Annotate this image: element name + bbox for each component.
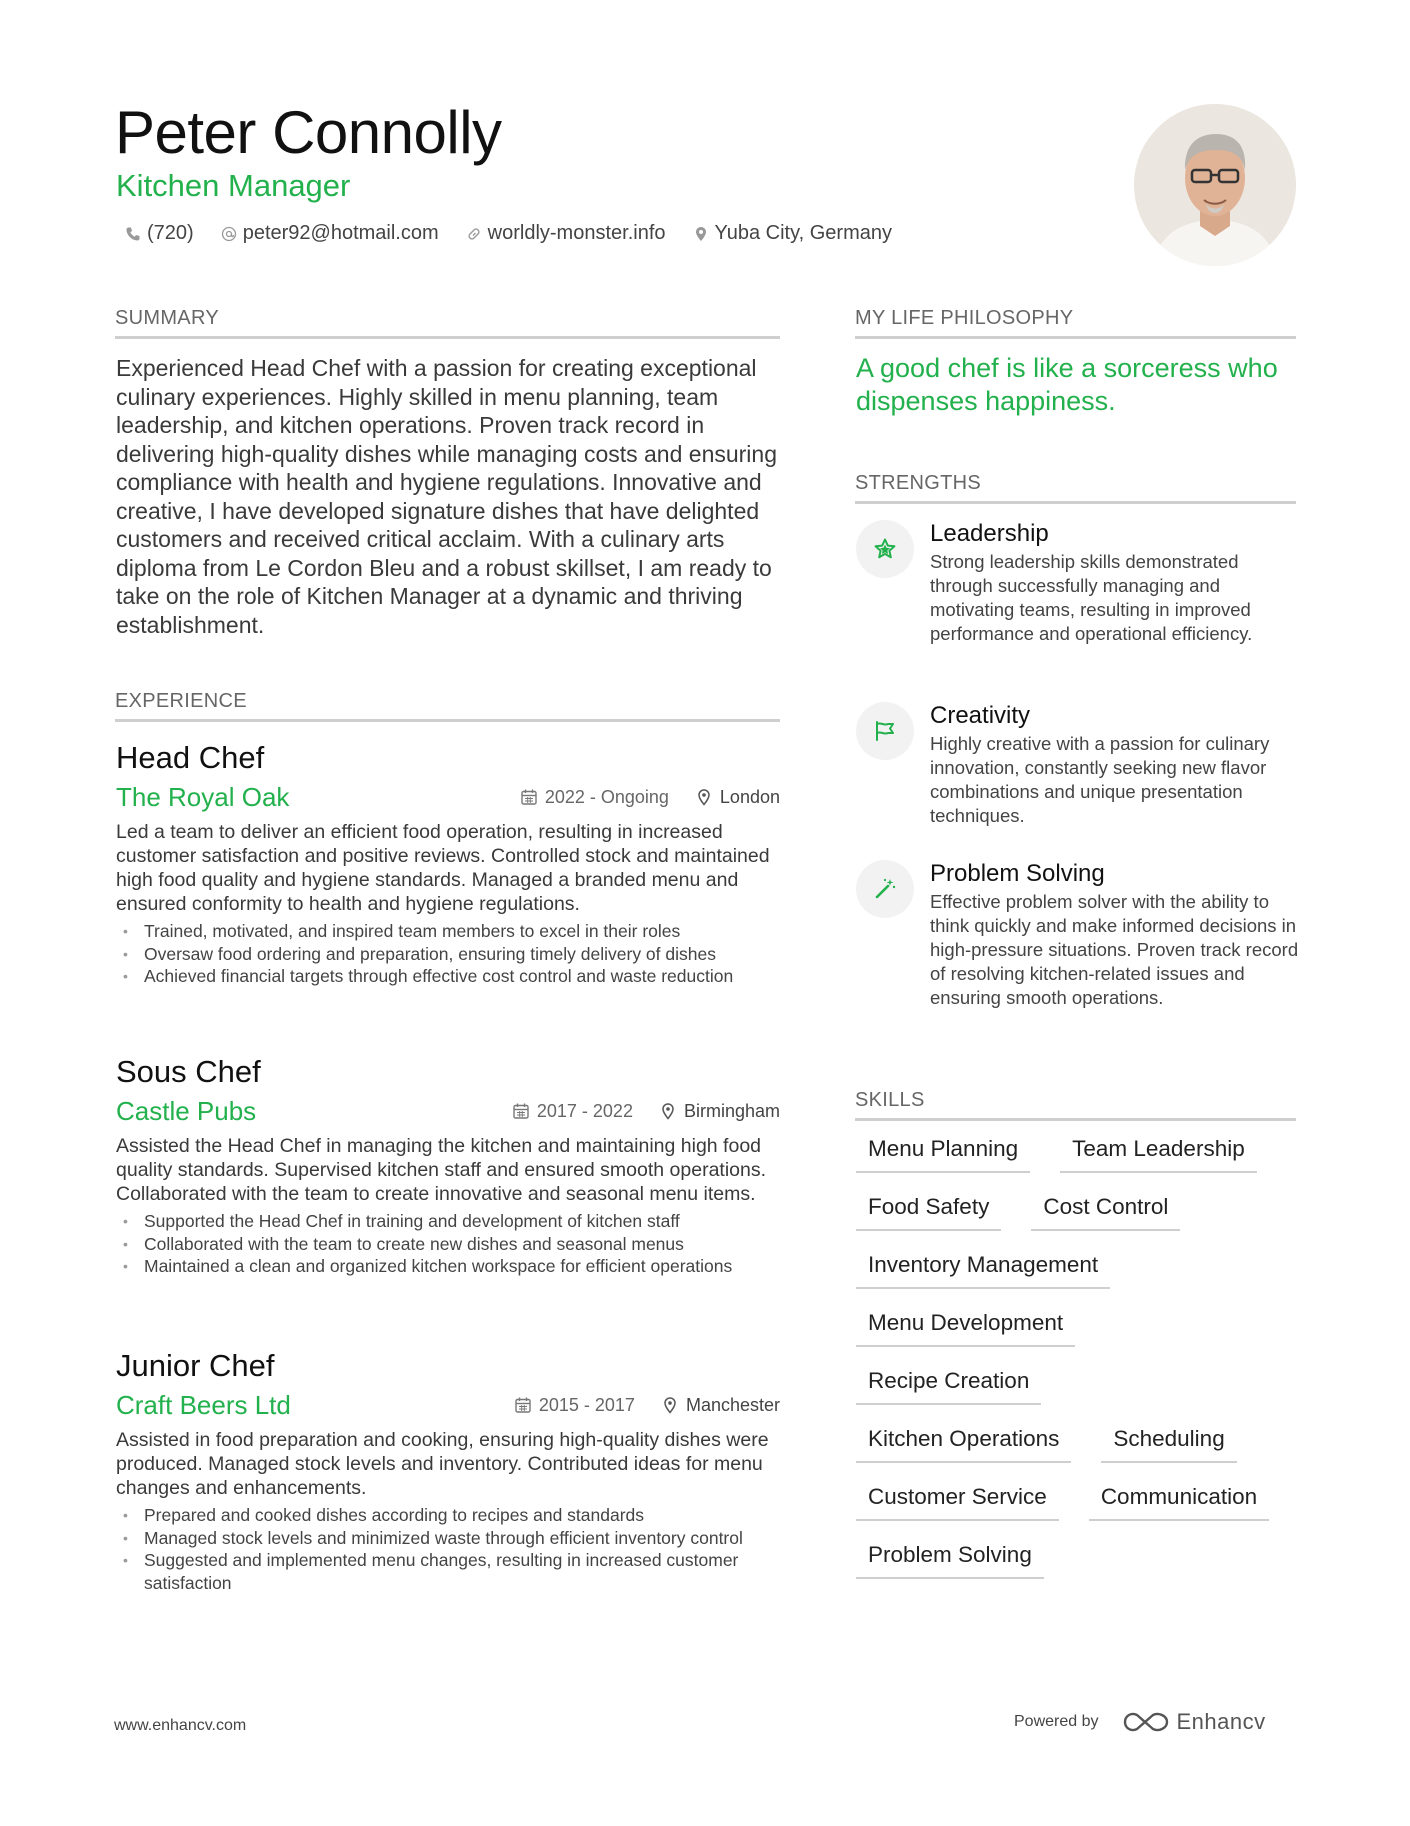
strength-title: Problem Solving	[930, 860, 1105, 887]
profile-photo	[1134, 104, 1296, 266]
skill-tag: Cost Control	[1031, 1186, 1180, 1231]
job-company: Castle Pubs	[116, 1095, 257, 1126]
skill-tag: Inventory Management	[856, 1244, 1110, 1289]
list-item: • Maintained a clean and organized kitchen workspace for efficient operations	[116, 1255, 780, 1278]
at-icon	[220, 225, 238, 243]
skill-tag: Team Leadership	[1060, 1128, 1257, 1173]
job-dates: 2022 - Ongoing	[544, 786, 669, 807]
contact-phone	[124, 222, 194, 245]
philosophy-quote: A good chef is like a sorceress who dispenses happiness.	[856, 353, 1278, 416]
enhancv-logo-icon	[1123, 1710, 1169, 1734]
job-company: The Royal Oak	[116, 781, 290, 812]
calendar-icon	[520, 788, 538, 806]
phone-text: (720)	[147, 222, 194, 244]
job-bullets	[116, 1210, 780, 1278]
skill-tag: Food Safety	[856, 1186, 1001, 1231]
job-company: Craft Beers Ltd	[116, 1389, 291, 1420]
contact-email[interactable]	[220, 222, 439, 245]
list-item: • Suggested and implemented menu changes, resulting in increased customer satisfaction	[116, 1549, 780, 1594]
link-icon	[465, 225, 483, 243]
contact-location	[692, 222, 892, 245]
location-pin-icon	[692, 225, 710, 243]
phone-icon	[124, 225, 142, 243]
powered-by-label: Powered by	[1014, 1713, 1099, 1730]
summary-heading: SUMMARY	[115, 307, 780, 339]
brand-logo[interactable]	[1123, 1709, 1266, 1735]
job-description: Led a team to deliver an efficient food operation, resulting in increased customer satisfaction and positive reviews. Controlled stock and maintained high food quality and hygiene standards. Managed a branded menu and ensured conformity to health and hygiene regulations.	[116, 821, 770, 915]
skill-tag: Menu Planning	[856, 1128, 1030, 1173]
email-text: peter92@hotmail.com	[242, 222, 439, 244]
list-item: • Achieved financial targets through effective cost control and waste reduction	[116, 965, 780, 988]
job-dates: 2017 - 2022	[536, 1100, 633, 1121]
list-item: • Prepared and cooked dishes according to recipes and standards	[116, 1504, 780, 1527]
experience-heading: EXPERIENCE	[115, 690, 780, 722]
footer-website-link[interactable]: www.enhancv.com	[114, 1717, 247, 1734]
candidate-role: Kitchen Manager	[116, 168, 351, 203]
job-title: Head Chef	[116, 740, 265, 775]
job-location: London	[719, 786, 780, 807]
skill-tag: Kitchen Operations	[856, 1418, 1071, 1463]
website-text: worldly-monster.info	[487, 222, 666, 244]
job-entry	[116, 740, 780, 988]
magic-wand-icon	[856, 860, 914, 918]
strength-description: Highly creative with a passion for culinary innovation, constantly seeking new flavor combinations and unique presentation techniques.	[930, 733, 1270, 826]
philosophy-heading: MY LIFE PHILOSOPHY	[855, 307, 1296, 339]
strength-description: Strong leadership skills demonstrated through successfully managing and motivating teams, resulting in improved performance and operational efficiency.	[930, 551, 1253, 644]
skill-tag: Scheduling	[1101, 1418, 1236, 1463]
list-item: • Collaborated with the team to create new dishes and seasonal menus	[116, 1233, 780, 1256]
location-pin-icon	[695, 788, 713, 806]
star-icon	[856, 520, 914, 578]
contact-bar	[124, 222, 918, 245]
calendar-icon	[512, 1102, 530, 1120]
job-location: Manchester	[685, 1394, 780, 1415]
calendar-icon	[514, 1396, 532, 1414]
skill-tag: Problem Solving	[856, 1534, 1044, 1579]
strengths-heading: STRENGTHS	[855, 472, 1296, 504]
job-dates: 2015 - 2017	[538, 1394, 635, 1415]
strength-description: Effective problem solver with the ability to think quickly and make informed decisions in high-pressure situations. Proven track record of resolving kitchen-related issues and ensuring smooth operations.	[930, 891, 1299, 1008]
candidate-name: Peter Connolly	[115, 99, 502, 166]
job-entry	[116, 1054, 780, 1278]
strength-title: Creativity	[930, 702, 1031, 729]
job-title: Sous Chef	[116, 1054, 261, 1089]
location-pin-icon	[659, 1102, 677, 1120]
skill-tag: Communication	[1089, 1476, 1269, 1521]
list-item: • Supported the Head Chef in training and development of kitchen staff	[116, 1210, 780, 1233]
job-bullets	[116, 1504, 780, 1594]
job-description: Assisted in food preparation and cooking, ensuring high-quality dishes were produced. Managed stock levels and inventory. Contributed ideas for menu changes and enhancements.	[116, 1429, 769, 1499]
brand-name: Enhancv	[1176, 1709, 1266, 1734]
skill-tag: Menu Development	[856, 1302, 1075, 1347]
location-text: Yuba City, Germany	[714, 222, 892, 244]
strength-title: Leadership	[930, 520, 1049, 547]
contact-website[interactable]	[465, 222, 666, 245]
job-description: Assisted the Head Chef in managing the kitchen and maintaining high food quality standards. Supervised kitchen staff and ensured smooth operations. Collaborated with the team to create innovative and seasonal menu items.	[116, 1135, 767, 1205]
job-title: Junior Chef	[116, 1348, 275, 1383]
summary-text: Experienced Head Chef with a passion for creating exceptional culinary experiences. Highly skilled in menu planning, team leadership, and kitchen operations. Proven track record in delivering high-quality dishes while managing costs and ensuring compliance with health and hygiene regulations. Innovative and creative, I have developed signature dishes that have delighted customers and received critical acclaim. With a culinary arts diploma from Le Cordon Bleu and a robust skillset, I am ready to take on the role of Kitchen Manager at a dynamic and thriving establishment.	[116, 355, 778, 638]
skills-list	[856, 1128, 1300, 1592]
list-item: • Oversaw food ordering and preparation, ensuring timely delivery of dishes	[116, 943, 780, 966]
skills-heading: SKILLS	[855, 1089, 1296, 1121]
job-location: Birmingham	[683, 1100, 780, 1121]
skill-tag: Customer Service	[856, 1476, 1059, 1521]
flag-icon	[856, 702, 914, 760]
skill-tag: Recipe Creation	[856, 1360, 1041, 1405]
location-pin-icon	[661, 1396, 679, 1414]
job-entry	[116, 1348, 780, 1594]
list-item: • Managed stock levels and minimized waste through efficient inventory control	[116, 1527, 780, 1550]
footer-branding	[1014, 1709, 1266, 1735]
job-bullets	[116, 920, 780, 988]
list-item: • Trained, motivated, and inspired team members to excel in their roles	[116, 920, 780, 943]
